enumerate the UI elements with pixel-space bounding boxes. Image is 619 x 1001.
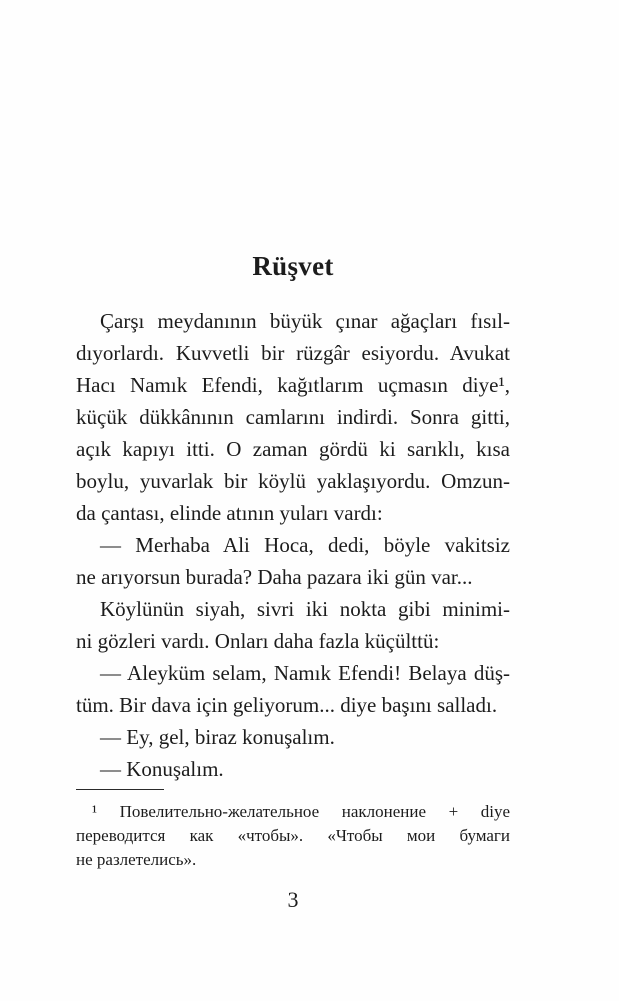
text-line: — Aleyküm selam, Namık Efendi! Belaya düş- xyxy=(100,661,510,685)
page-number: 3 xyxy=(287,887,299,912)
footnote-separator xyxy=(76,789,164,790)
text-line: tüm. Bir dava için geliyorum... diye başını salladı. xyxy=(76,693,498,717)
text-line: ne arıyorsun burada? Daha pazara iki gün var... xyxy=(76,565,473,589)
body-text xyxy=(76,305,510,785)
text-line: — Ey, gel, biraz konuşalım. xyxy=(100,725,335,749)
footnote xyxy=(76,800,510,872)
footnote-line: не разлетелись». xyxy=(76,850,197,869)
text-line: Çarşı meydanının büyük çınar ağaçları fısıl- xyxy=(100,309,510,333)
text-line: — Merhaba Ali Hoca, dedi, böyle vakitsiz xyxy=(100,533,510,557)
text-line: dıyorlardı. Kuvvetli bir rüzgâr esiyordu. Avukat xyxy=(76,341,510,365)
text-line: küçük dükkânının camlarını indirdi. Sonra gitti, xyxy=(76,405,510,429)
text-line: açık kapıyı itti. O zaman gördü ki sarıklı, kısa xyxy=(76,437,510,461)
text-line: Hacı Namık Efendi, kağıtlarım uçmasın diye¹, xyxy=(76,373,510,397)
text-line: da çantası, elinde atının yuları vardı: xyxy=(76,501,383,525)
text-line: boylu, yuvarlak bir köylü yaklaşıyordu. Omzun- xyxy=(76,469,510,493)
footnote-line: переводится как «чтобы». «Чтобы мои бумаги xyxy=(76,826,510,845)
footnote-line: ¹ Повелительно-желательное наклонение + diye xyxy=(92,802,510,821)
text-line: Köylünün siyah, sivri iki nokta gibi minimi- xyxy=(100,597,510,621)
chapter-title: Rüşvet xyxy=(252,251,334,281)
text-line: ni gözleri vardı. Onları daha fazla küçülttü: xyxy=(76,629,440,653)
text-line: — Konuşalım. xyxy=(100,757,224,781)
